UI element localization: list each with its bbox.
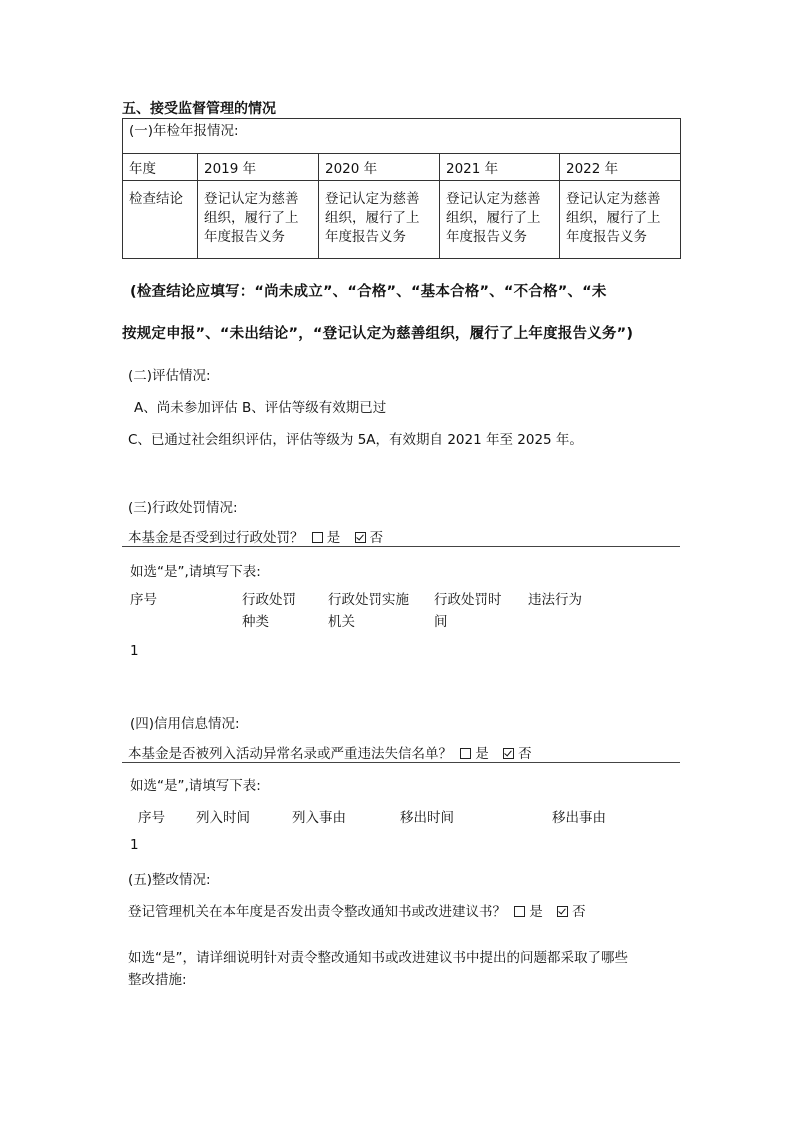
credit-header-removed-reason: 移出事由 (552, 810, 606, 826)
section-title: 五、接受监督管理的情况 (122, 101, 276, 117)
penalty-question-row (128, 526, 383, 546)
year-2022: 2022 年 (560, 154, 681, 181)
credit-row-no: 1 (130, 837, 139, 853)
annual-inspection-table (122, 118, 681, 259)
penalty-header-time: 行政处罚时 间 (434, 592, 502, 630)
credit-fill-hint: 如选“是”,请填写下表: (130, 778, 261, 794)
result-label: 检查结论 (123, 181, 198, 259)
credit-header-listed-reason: 列入事由 (292, 810, 346, 826)
penalty-header-violation: 违法行为 (528, 592, 582, 608)
penalty-no-label: 否 (369, 530, 384, 546)
rectify-detail-line2: 整改措施: (128, 972, 187, 988)
rectify-question: 登记管理机关在本年度是否发出责令整改通知书或改进建议书？ (128, 904, 506, 920)
credit-yes-checkbox[interactable] (460, 748, 471, 759)
year-2020: 2020 年 (319, 154, 440, 181)
credit-no-checkbox[interactable] (503, 748, 514, 759)
credit-yes-label: 是 (475, 746, 489, 762)
rectify-caption: (五)整改情况: (128, 872, 211, 888)
penalty-caption: (三)行政处罚情况: (128, 500, 238, 516)
result-2021: 登记认定为慈善 组织，履行了上 年度报告义务 (440, 181, 560, 259)
rectify-no-checkbox[interactable] (557, 906, 568, 917)
year-header-label: 年度 (123, 154, 198, 181)
penalty-no-checkbox[interactable] (355, 532, 366, 543)
credit-no-label: 否 (518, 746, 532, 762)
credit-header-removed-time: 移出时间 (400, 810, 454, 826)
result-2019: 登记认定为慈善 组织，履行了上 年度报告义务 (198, 181, 319, 259)
penalty-divider (122, 546, 680, 547)
penalty-row-no: 1 (130, 643, 139, 659)
result-2020: 登记认定为慈善 组织，履行了上 年度报告义务 (319, 181, 440, 259)
rectify-question-row (128, 900, 586, 920)
evaluation-option-ab: A、尚未参加评估 B、评估等级有效期已过 (134, 400, 387, 416)
evaluation-option-c: C、已通过社会组织评估，评估等级为 5A，有效期自 2021 年至 2025 年。 (128, 432, 583, 448)
credit-question-row (128, 742, 532, 762)
penalty-question: 本基金是否受到过行政处罚？ (128, 530, 304, 546)
credit-divider (122, 762, 680, 763)
penalty-fill-hint: 如选“是”,请填写下表: (130, 564, 261, 580)
inspection-note-line2: 按规定申报”、“未出结论”，“登记认定为慈善组织，履行了上年度报告义务”) (122, 326, 634, 342)
penalty-header-no: 序号 (130, 592, 157, 608)
penalty-header-authority: 行政处罚实施 机关 (328, 592, 409, 630)
rectify-yes-label: 是 (529, 904, 543, 920)
penalty-header-type: 行政处罚 种类 (242, 592, 296, 630)
rectify-detail-line1: 如选“是”，请详细说明针对责令整改通知书或改进建议书中提出的问题都采取了哪些 (128, 950, 628, 966)
credit-header-no: 序号 (138, 810, 165, 826)
credit-header-listed-time: 列入时间 (196, 810, 250, 826)
rectify-yes-checkbox[interactable] (514, 906, 525, 917)
year-2021: 2021 年 (440, 154, 560, 181)
result-2022: 登记认定为慈善 组织，履行了上 年度报告义务 (560, 181, 681, 259)
year-2019: 2019 年 (198, 154, 319, 181)
annual-caption: (一)年检年报情况: (123, 119, 681, 154)
evaluation-caption: (二)评估情况: (128, 368, 211, 384)
penalty-yes-checkbox[interactable] (312, 532, 323, 543)
penalty-yes-label: 是 (326, 530, 341, 546)
rectify-no-label: 否 (572, 904, 586, 920)
inspection-note-line1: (检查结论应填写：“尚未成立”、“合格”、“基本合格”、“不合格”、“未 (130, 284, 607, 300)
credit-question: 本基金是否被列入活动异常名录或严重违法失信名单？ (128, 746, 452, 762)
credit-caption: (四)信用信息情况: (130, 716, 240, 732)
